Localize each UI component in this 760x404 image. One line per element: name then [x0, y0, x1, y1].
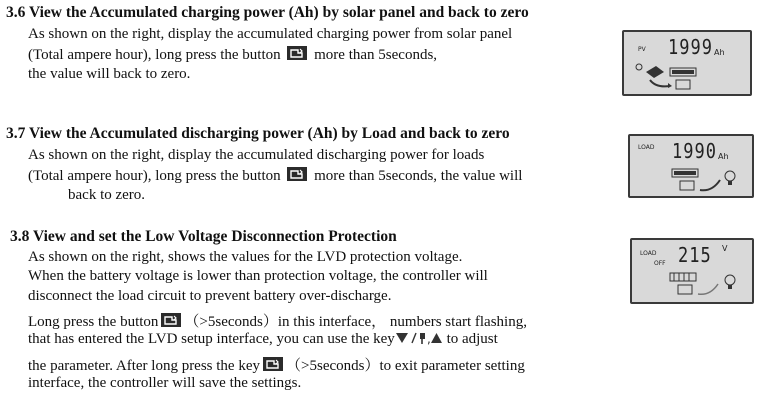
lcd-pv-display: [622, 30, 752, 96]
lcd-lvd-label: LOAD: [640, 250, 657, 257]
section-3-8-line-5a: that has entered the LVD setup interface, you can use the key: [28, 331, 395, 347]
lcd-load-display: [628, 134, 754, 198]
section-3-6-line-2: [28, 46, 437, 64]
section-3-8-line-4: [28, 310, 527, 331]
section-3-8-line-7: interface, the controller will save the settings.: [28, 375, 302, 391]
section-3-8-line-6: [28, 354, 525, 375]
section-3-8-line-6a: the parameter. After long press the key: [28, 358, 261, 374]
svg-text:,: ,: [426, 332, 431, 345]
lcd-lvd-label-off: OFF: [654, 260, 666, 267]
lcd-lvd-display: [630, 238, 754, 304]
enter-button-icon: [263, 357, 283, 371]
lcd-load-value: 1990: [672, 140, 717, 164]
enter-button-icon: [287, 167, 307, 181]
lcd-lvd-value: 215: [678, 244, 712, 268]
lcd-load-label: LOAD: [638, 144, 655, 151]
lcd-lvd-unit: V: [722, 244, 728, 253]
down-up-arrow-keys-icon: [395, 331, 443, 350]
enter-button-icon: [161, 313, 181, 327]
section-3-8-line-4a: Long press the button: [28, 314, 159, 330]
lcd-pv-value: 1999: [668, 36, 713, 60]
section-3-8-line-4b: （>5seconds）in this interface， numbers start flashing,: [184, 314, 527, 330]
battery-to-load-icon: [670, 166, 750, 196]
section-3-8-line-3: disconnect the load circuit to prevent battery over-discharge.: [28, 288, 392, 304]
section-3-8-line-6b: （>5seconds）to exit parameter setting: [286, 358, 525, 374]
section-3-8-heading: 3.8 View and set the Low Voltage Disconnection Protection: [10, 228, 397, 245]
section-3-8-line-2: When the battery voltage is lower than protection voltage, the controller will: [28, 268, 488, 284]
solar-to-battery-icon: [632, 60, 742, 92]
section-3-8-line-5: [28, 331, 498, 350]
section-3-6-line-2b: more than 5seconds,: [314, 47, 438, 63]
section-3-7-line-1: As shown on the right, display the accumulated discharging power for loads: [28, 147, 485, 163]
section-3-7-line-2a: (Total ampere hour), long press the button: [28, 168, 281, 184]
section-3-6-line-1: As shown on the right, display the accumulated charging power from solar panel: [28, 26, 513, 42]
lcd-load-unit: Ah: [718, 152, 729, 161]
section-3-6-line-3: the value will back to zero.: [28, 66, 191, 82]
enter-button-icon: [287, 46, 307, 60]
lcd-pv-label: PV: [638, 46, 646, 53]
section-3-7-heading: 3.7 View the Accumulated discharging power (Ah) by Load and back to zero: [6, 125, 510, 142]
lcd-pv-unit: Ah: [714, 48, 725, 57]
section-3-7-line-2: [28, 167, 522, 185]
battery-load-off-icon: [668, 270, 752, 300]
section-3-8-line-5b: to adjust: [446, 331, 498, 347]
section-3-6-line-2a: (Total ampere hour), long press the button: [28, 47, 281, 63]
section-3-6-heading: 3.6 View the Accumulated charging power (Ah) by solar panel and back to zero: [6, 4, 529, 21]
section-3-8-line-1: As shown on the right, shows the values for the LVD protection voltage.: [28, 249, 463, 265]
section-3-7-line-2b: more than 5seconds, the value will: [314, 168, 523, 184]
section-3-7-line-3: back to zero.: [68, 187, 146, 203]
